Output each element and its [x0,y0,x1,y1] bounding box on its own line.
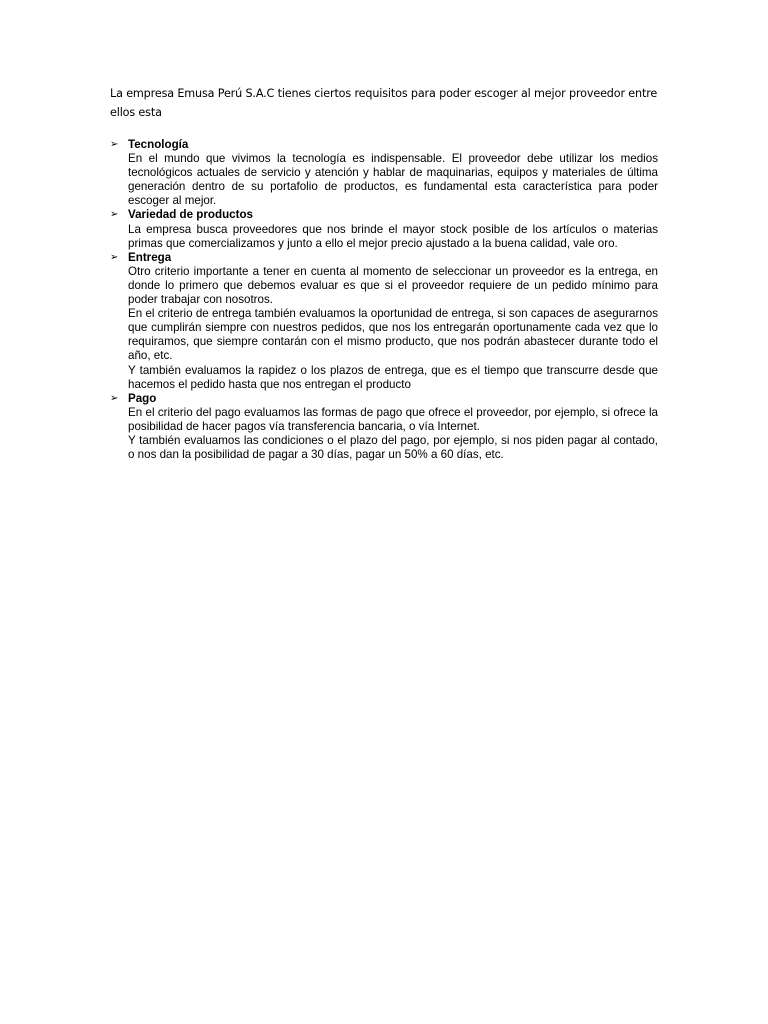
section-paragraph: En el criterio de entrega también evaluamos la oportunidad de entrega, si son capaces de asegurarnos que cumplirán siempre con nuestros pedidos, que nos los entregarán oportunamente cada vez que lo requiramos, que siempre contarán con el mismo producto, que nos podrán abastecer durante todo el año, etc. [128,307,658,363]
section-paragraph: Otro criterio importante a tener en cuenta al momento de seleccionar un proveedor es la entrega, en donde lo primero que debemos evaluar es que si el proveedor requiere de un pedido mínimo para poder trabajar con nosotros. [128,264,658,307]
section-heading: Variedad de productos [128,208,253,222]
list-item-pago [110,392,658,462]
list-item-tecnologia [110,138,658,208]
section-heading: Entrega [128,250,172,264]
section-paragraph: En el criterio del pago evaluamos las formas de pago que ofrece el proveedor, por ejemplo, si ofrece la posibilidad de hacer pagos vía transferencia bancaria, o vía Internet. [128,405,658,433]
section-paragraph: La empresa busca proveedores que nos brinde el mayor stock posible de los artículos o materias primas que comercializamos y junto a ello el mejor precio ajustado a la buena calidad, vale oro. [128,222,658,250]
intro-paragraph: La empresa Emusa Perú S.A.C tienes ciertos requisitos para poder escoger al mejor proveedor entre ellos esta [110,87,658,119]
list-item-variedad [110,208,658,250]
arrow-bullet-icon: ➢ [110,392,119,404]
list-item-entrega [110,251,658,392]
section-paragraph: Y también evaluamos la rapidez o los plazos de entrega, que es el tiempo que transcurre desde que hacemos el pedido hasta que nos entregan el producto [128,363,658,391]
arrow-bullet-icon: ➢ [110,139,119,150]
section-heading: Tecnología [128,138,189,151]
criteria-list [110,138,658,462]
arrow-bullet-icon: ➢ [110,251,119,263]
section-paragraph: Y también evaluamos las condiciones o el plazo del pago, por ejemplo, si nos piden pagar al contado, o nos dan la posibilidad de pagar a 30 días, pagar un 50% a 60 días, etc. [128,433,658,462]
arrow-bullet-icon: ➢ [110,209,119,221]
section-paragraph: En el mundo que vivimos la tecnología es indispensable. El proveedor debe utilizar los medios tecnológicos actuales de servicio y atención y hablar de maquinarias, equipos y materiales de última generación dentro de su portafolio de productos, es fundamental esta característica para poder escoger al mejor. [128,152,658,208]
section-heading: Pago [128,391,157,405]
